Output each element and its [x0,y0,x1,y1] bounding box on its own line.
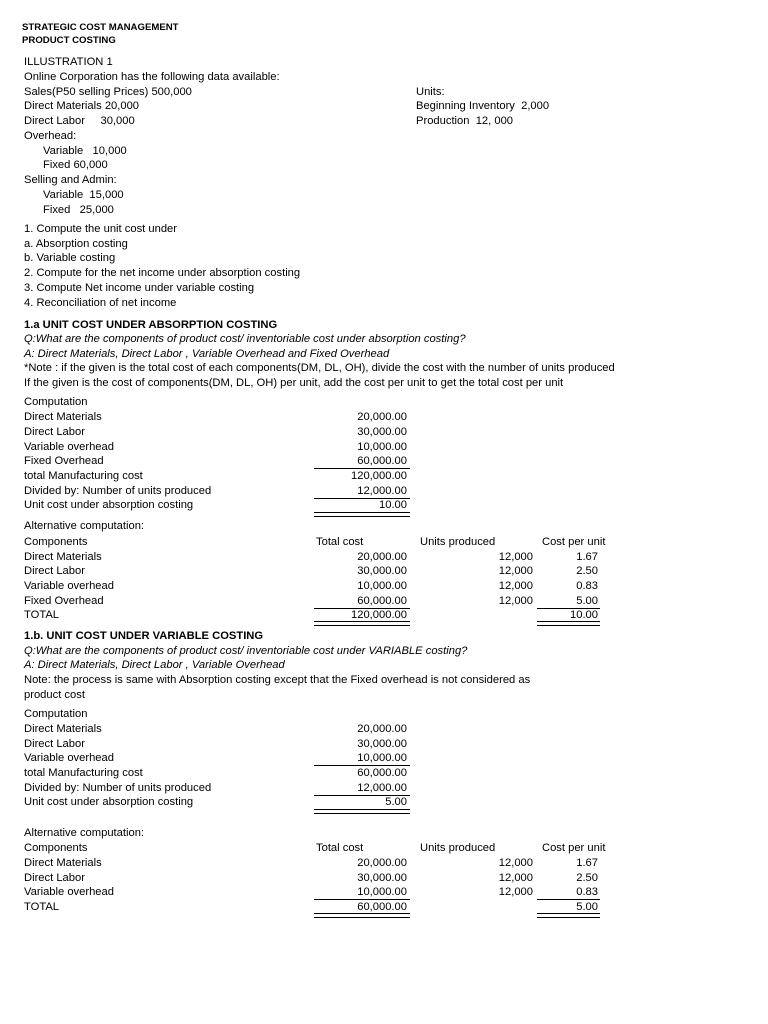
b-alt-per-unit: 2.50 [576,872,598,884]
a-row-value: 120,000.00 [351,470,407,482]
b-alt-per-unit: 1.67 [576,857,598,869]
b-row-value: 12,000.00 [357,782,407,794]
b-row-label: Direct Materials [24,723,102,735]
a-alt-total: 10,000.00 [357,580,407,592]
section-a-question: Q:What are the components of product cost/ inventoriable cost under absorption costing? [24,333,466,345]
a-alt-total: 60,000.00 [357,595,407,607]
given-overhead-label: Overhead: [24,130,77,142]
doc-header-title: STRATEGIC COST MANAGEMENT [22,22,179,33]
a-alt-total: 20,000.00 [357,551,407,563]
a-alt-per-unit: 1.67 [576,551,598,563]
b-alt-total: 30,000.00 [357,872,407,884]
section-a-note-1: *Note : if the given is the total cost of each components(DM, DL, OH), divide the cost with the number of units produced [24,362,615,374]
given-selling-admin-label: Selling and Admin: [24,174,117,186]
b-row-label: Variable overhead [24,752,114,764]
illustration-title: ILLUSTRATION 1 [24,56,113,68]
beginning-inventory: Beginning Inventory 2,000 [416,100,550,112]
a-unit-cost-value: 10.00 [379,499,407,511]
alt-header-units: Units produced [420,536,496,548]
a-alt-total-label: TOTAL [24,609,60,621]
a-alt-component: Direct Materials [24,551,102,563]
b-row-value: 10,000.00 [357,752,407,764]
total-double-rule [314,621,410,626]
given-sales: Sales(P50 selling Prices) 500,000 [24,86,192,98]
a-row-label: Direct Materials [24,411,102,423]
a-alt-component: Fixed Overhead [24,595,104,607]
given-fixed-selling: Fixed 25,000 [43,204,114,216]
b-row-label: total Manufacturing cost [24,767,143,779]
alt-header-cost-per-unit: Cost per unit [542,536,606,548]
a-row-value: 60,000.00 [357,455,407,467]
b-alt-total-per-unit: 5.00 [576,901,598,913]
total-double-rule [537,913,600,918]
question-1b: b. Variable costing [24,252,116,264]
a-alt-component: Direct Labor [24,565,85,577]
b-alt-units: 12,000 [498,872,533,884]
a-row-label: Divided by: Number of units produced [24,485,212,497]
section-a-computation-label: Computation [24,396,88,408]
given-fixed-overhead: Fixed 60,000 [43,159,108,171]
a-alt-label: Alternative computation: [24,520,145,532]
alt-header-components: Components [24,842,88,854]
section-b-title: 1.b. UNIT COST UNDER VARIABLE COSTING [24,630,264,642]
a-alt-per-unit: 0.83 [576,580,598,592]
section-a-title: 1.a UNIT COST UNDER ABSORPTION COSTING [24,319,278,331]
illustration-intro: Online Corporation has the following data available: [24,71,280,83]
a-row-value: 12,000.00 [357,485,407,497]
a-alt-units: 12,000 [498,595,533,607]
b-alt-units: 12,000 [498,857,533,869]
a-alt-units: 12,000 [498,580,533,592]
question-4: 4. Reconciliation of net income [24,297,177,309]
section-b-answer: A: Direct Materials, Direct Labor , Variable Overhead [24,659,285,671]
a-alt-component: Variable overhead [24,580,114,592]
a-alt-per-unit: 5.00 [576,595,598,607]
b-alt-total: 20,000.00 [357,857,407,869]
units-label: Units: [416,86,445,98]
total-double-rule [314,512,410,517]
alt-header-cost-per-unit: Cost per unit [542,842,606,854]
total-double-rule [314,913,410,918]
b-alt-total: 10,000.00 [357,886,407,898]
alt-header-total-cost: Total cost [316,536,364,548]
b-alt-component: Variable overhead [24,886,114,898]
b-row-value: 60,000.00 [357,767,407,779]
a-unit-cost-label: Unit cost under absorption costing [24,499,194,511]
b-row-value: 20,000.00 [357,723,407,735]
given-variable-overhead: Variable 10,000 [43,145,127,157]
b-row-label: Direct Labor [24,738,85,750]
b-alt-component: Direct Labor [24,872,85,884]
total-double-rule [537,621,600,626]
section-a-answer: A: Direct Materials, Direct Labor , Variable Overhead and Fixed Overhead [24,348,390,360]
b-row-label: Divided by: Number of units produced [24,782,212,794]
b-alt-component: Direct Materials [24,857,102,869]
alt-header-units: Units produced [420,842,496,854]
question-2: 2. Compute for the net income under absorption costing [24,267,301,279]
a-row-label: total Manufacturing cost [24,470,143,482]
section-b-question: Q:What are the components of product cost/ inventoriable cost under VARIABLE costing? [24,645,468,657]
production-units: Production 12, 000 [416,115,514,127]
a-row-value: 10,000.00 [357,441,407,453]
section-b-note-2: product cost [24,689,85,701]
a-alt-units: 12,000 [498,565,533,577]
section-b-note-1: Note: the process is same with Absorption costing except that the Fixed overhead is not considered as [24,674,531,686]
a-row-value: 20,000.00 [357,411,407,423]
b-row-value: 30,000.00 [357,738,407,750]
b-alt-per-unit: 0.83 [576,886,598,898]
given-direct-labor: Direct Labor 30,000 [24,115,135,127]
question-1: 1. Compute the unit cost under [24,223,177,235]
b-alt-total-label: TOTAL [24,901,60,913]
doc-header-subtitle: PRODUCT COSTING [22,35,116,46]
a-alt-total-cost: 120,000.00 [351,609,407,621]
alt-header-total-cost: Total cost [316,842,364,854]
a-alt-per-unit: 2.50 [576,565,598,577]
question-3: 3. Compute Net income under variable costing [24,282,255,294]
section-a-note-2: If the given is the cost of components(DM, DL, OH) per unit, add the cost per unit to get the total cost per unit [24,377,564,389]
given-direct-materials: Direct Materials 20,000 [24,100,140,112]
question-1a: a. Absorption costing [24,238,128,250]
a-row-value: 30,000.00 [357,426,407,438]
a-alt-total: 30,000.00 [357,565,407,577]
b-alt-total-cost: 60,000.00 [357,901,407,913]
b-alt-units: 12,000 [498,886,533,898]
section-b-computation-label: Computation [24,708,88,720]
a-row-label: Direct Labor [24,426,85,438]
b-unit-cost-value: 5.00 [385,796,407,808]
a-row-label: Fixed Overhead [24,455,104,467]
alt-header-components: Components [24,536,88,548]
a-alt-units: 12,000 [498,551,533,563]
b-unit-cost-label: Unit cost under absorption costing [24,796,194,808]
given-variable-selling: Variable 15,000 [43,189,124,201]
total-double-rule [314,809,410,814]
a-row-label: Variable overhead [24,441,114,453]
a-alt-total-per-unit: 10.00 [570,609,598,621]
b-alt-label: Alternative computation: [24,827,145,839]
